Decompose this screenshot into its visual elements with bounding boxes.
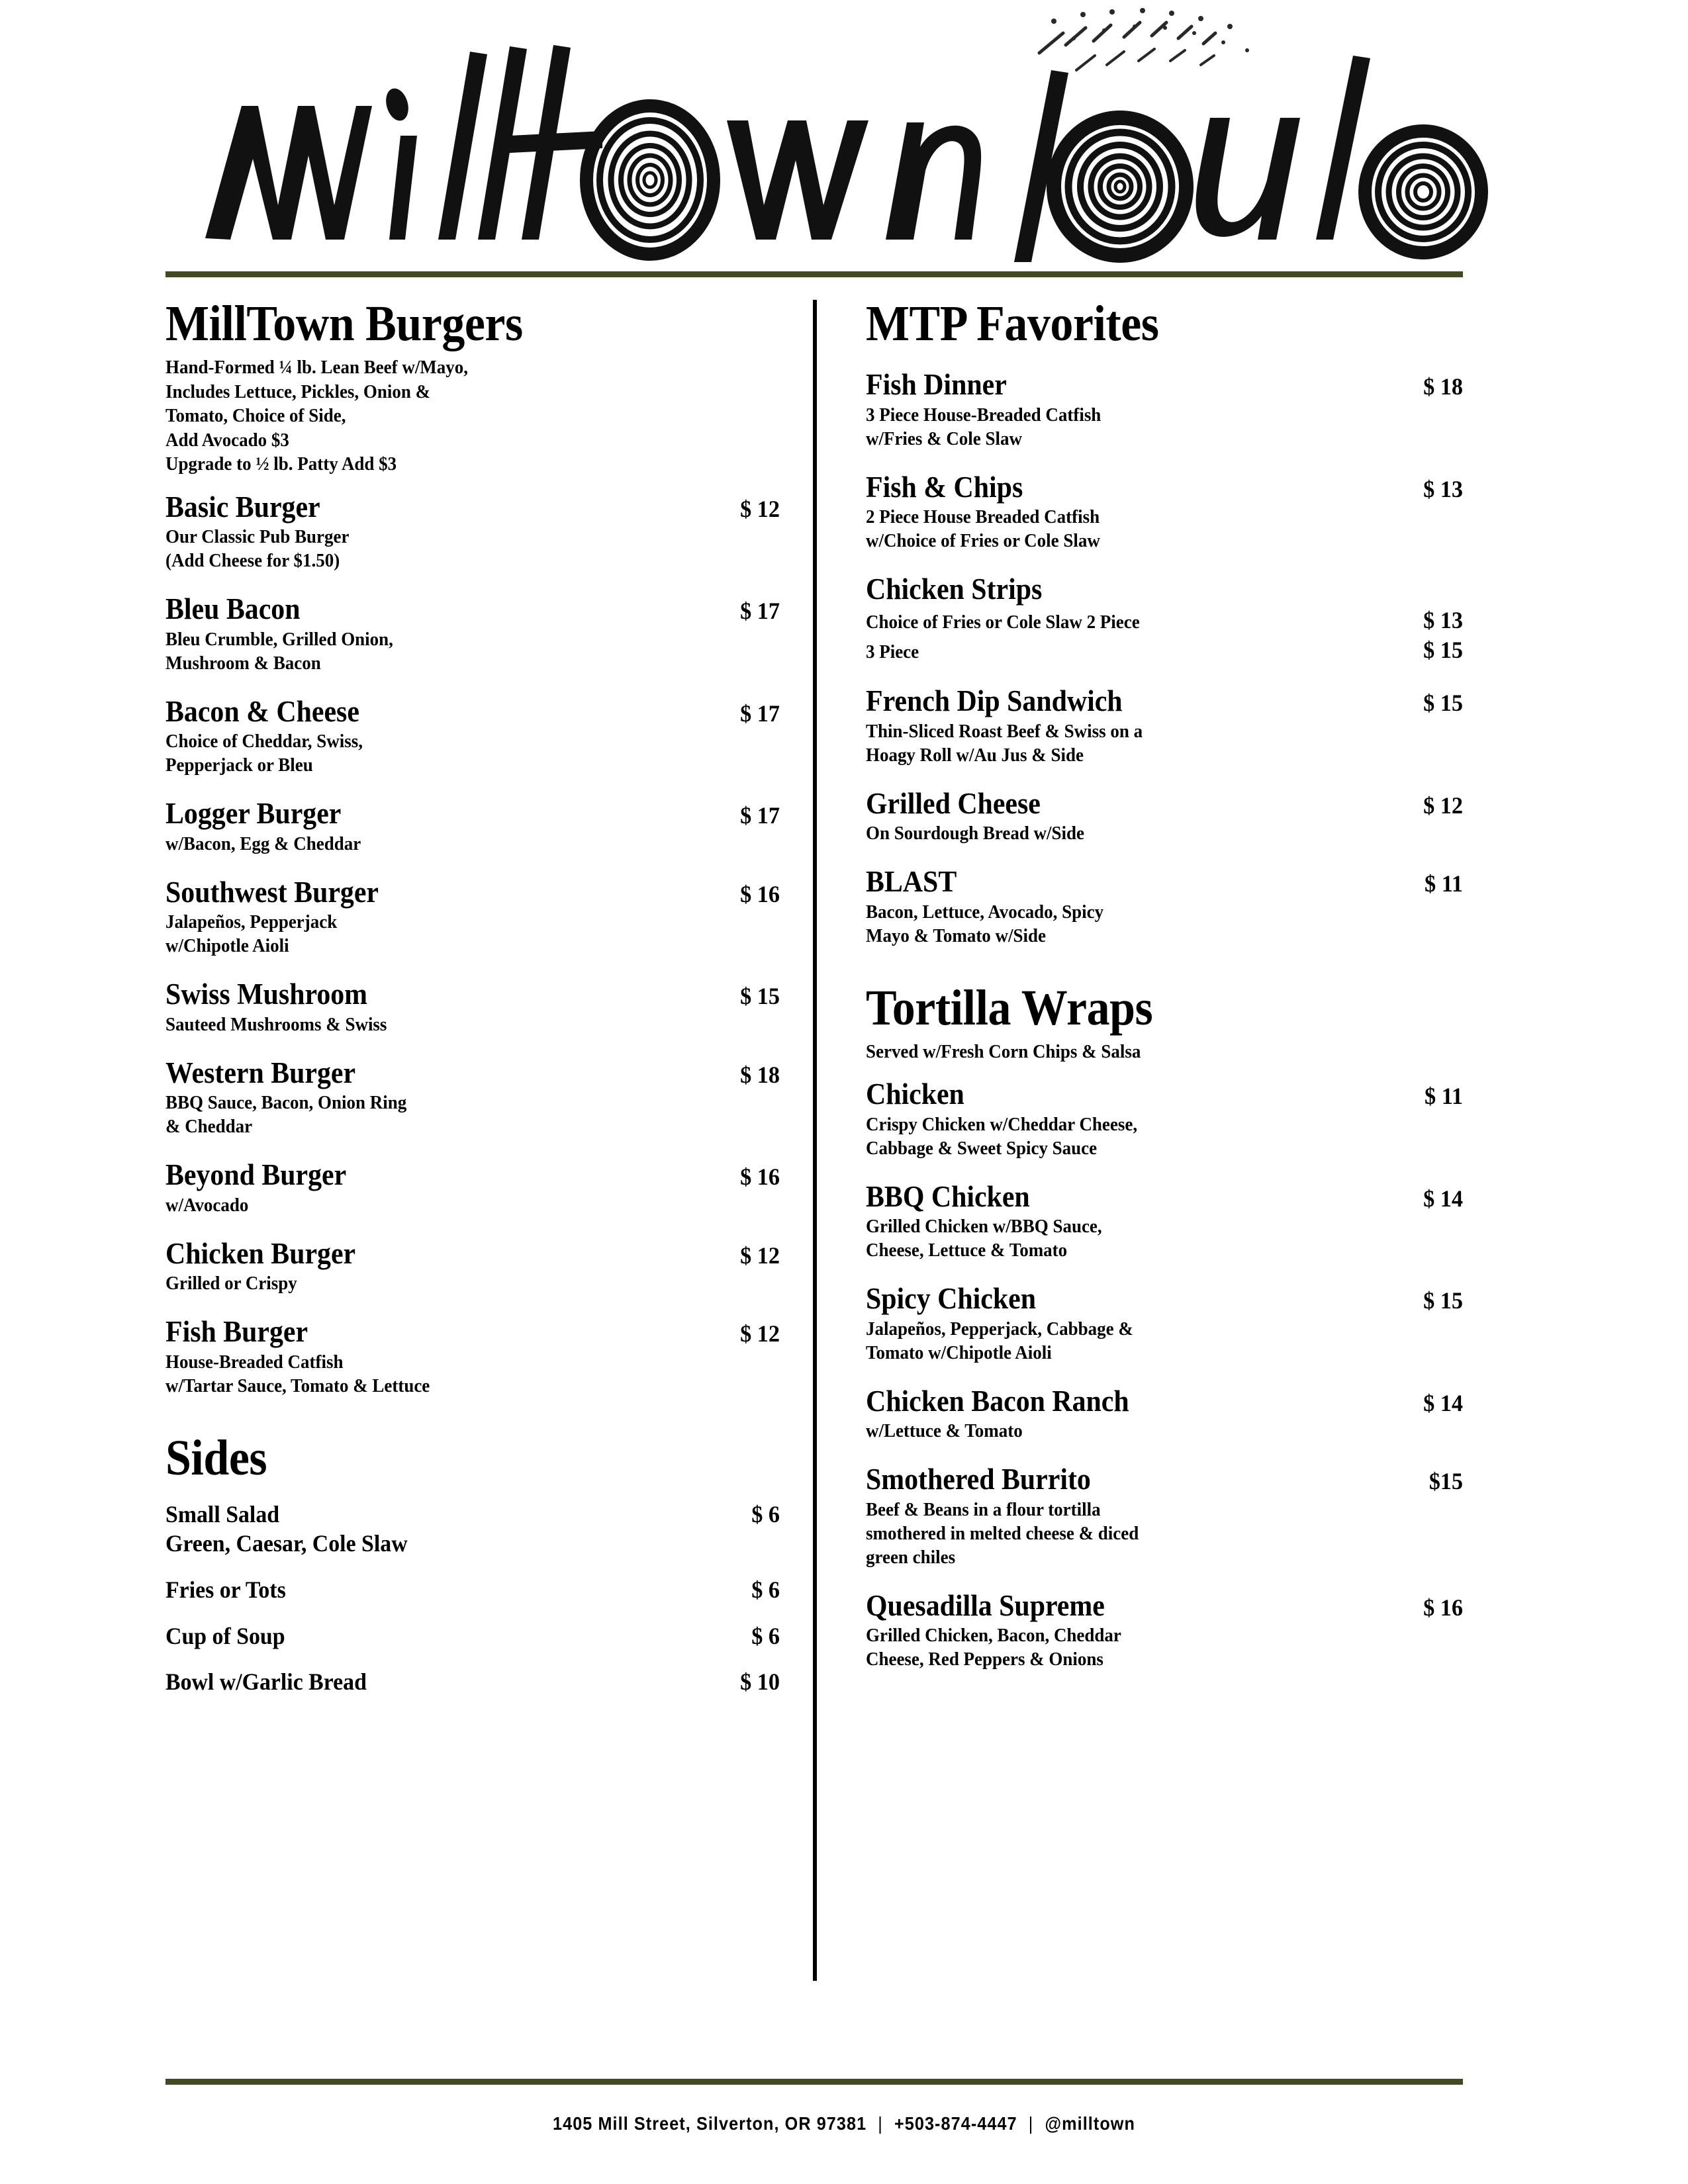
side-subtext: Green, Caesar, Cole Slaw (165, 1529, 408, 1557)
menu-item[interactable] (866, 1590, 1463, 1672)
milltownpub-logo (179, 7, 1503, 265)
footer-separator: | (1028, 2113, 1034, 2134)
item-price: $ 14 (1423, 1185, 1463, 1212)
side-name: Bowl w/Garlic Bread (165, 1668, 367, 1696)
item-price: $ 12 (740, 495, 780, 522)
item-description: Our Classic Pub Burger (Add Cheese for $1.50) (165, 526, 350, 572)
section-title-sides: Sides (165, 1430, 267, 1486)
menu-item[interactable] (866, 1283, 1463, 1365)
item-description: 2 Piece House Breaded Catfish w/Choice of Fries or Cole Slaw (866, 506, 1100, 552)
item-name: Chicken Burger (165, 1236, 356, 1270)
right-column (814, 298, 1463, 1697)
item-name: Western Burger (165, 1056, 356, 1089)
item-price: $ 15 (1423, 690, 1463, 717)
item-description: w/Lettuce & Tomato (866, 1420, 1023, 1442)
item-price: $15 (1429, 1468, 1463, 1495)
item-description: Grilled Chicken w/BBQ Sauce, Cheese, Lettuce & Tomato (866, 1216, 1102, 1261)
item-name: Bacon & Cheese (165, 694, 359, 728)
menu-item[interactable] (866, 1078, 1463, 1161)
item-price: $ 13 (1423, 475, 1463, 502)
item-name: Spicy Chicken (866, 1282, 1036, 1316)
column-divider (813, 300, 817, 1981)
footer-address: 1405 Mill Street, Silverton, OR 97381 (553, 2113, 867, 2134)
footer-contact (85, 2113, 1604, 2134)
item-price: $ 12 (740, 1320, 780, 1347)
menu-item[interactable] (165, 978, 780, 1037)
menu-item[interactable] (165, 491, 780, 574)
wraps-section-note: Served w/Fresh Corn Chips & Salsa (866, 1040, 1141, 1062)
item-name: Chicken Strips (866, 572, 1043, 606)
footer-phone[interactable]: +503-874-4447 (894, 2113, 1017, 2134)
menu-item-chicken-strips[interactable] (866, 573, 1463, 665)
item-name: Chicken Bacon Ranch (866, 1384, 1129, 1418)
menu-item[interactable] (866, 1181, 1463, 1263)
item-price: $ 17 (740, 700, 780, 727)
item-price: $ 17 (740, 802, 780, 829)
item-description: Grilled or Crispy (165, 1273, 297, 1295)
item-description: Jalapeños, Pepperjack, Cabbage & Tomato w/Chipotle Aioli (866, 1318, 1133, 1363)
side-price: $ 10 (740, 1668, 780, 1696)
menu-item[interactable] (165, 1057, 780, 1140)
side-name: Fries or Tots (165, 1576, 286, 1603)
burgers-section-note: Hand-Formed ¼ lb. Lean Beef w/Mayo, Includes Lettuce, Pickles, Onion & Tomato, Choice of Side, Add Avocado $3 Upgrade to ½ lb. Patty Add $3 (165, 357, 468, 475)
left-column (165, 298, 814, 1697)
item-name: Chicken (866, 1077, 964, 1111)
item-description: Bacon, Lettuce, Avocado, Spicy Mayo & Tomato w/Side (866, 901, 1104, 946)
item-price: $ 14 (1423, 1389, 1463, 1416)
item-price: $ 11 (1425, 870, 1463, 897)
menu-item[interactable] (165, 593, 780, 676)
item-price: $ 17 (740, 598, 780, 625)
menu-item[interactable] (866, 685, 1463, 768)
chicken-strips-price: $ 15 (1423, 636, 1463, 663)
item-description: 3 Piece House-Breaded Catfish w/Fries & Cole Slaw (866, 404, 1102, 449)
menu-item[interactable] (165, 1159, 780, 1218)
side-name: Cup of Soup (165, 1622, 285, 1649)
menu-item[interactable] (866, 866, 1463, 948)
item-price: $ 16 (1423, 1594, 1463, 1621)
item-price: $ 12 (1423, 792, 1463, 819)
chicken-strips-price: $ 13 (1423, 606, 1463, 633)
item-name: French Dip Sandwich (866, 684, 1123, 718)
item-description: w/Bacon, Egg & Cheddar (165, 833, 361, 854)
side-item[interactable] (165, 1668, 780, 1697)
item-name: Basic Burger (165, 490, 320, 523)
item-name: Smothered Burrito (866, 1463, 1091, 1496)
item-description: Jalapeños, Pepperjack w/Chipotle Aioli (165, 911, 338, 957)
item-name: Bleu Bacon (165, 592, 301, 626)
footer-social-handle[interactable]: @milltown (1045, 2113, 1135, 2134)
item-name: Swiss Mushroom (165, 978, 368, 1011)
item-name: Fish & Chips (866, 470, 1023, 504)
menu-item[interactable] (866, 1385, 1463, 1444)
menu-item[interactable] (165, 1316, 780, 1398)
header-divider-rule (165, 271, 1463, 277)
item-name: Beyond Burger (165, 1158, 347, 1192)
spacer (165, 1398, 780, 1433)
side-name: Small Salad (165, 1500, 280, 1527)
side-item[interactable] (165, 1622, 780, 1651)
side-item[interactable] (165, 1500, 780, 1559)
menu-item[interactable] (866, 1463, 1463, 1569)
item-description: Choice of Cheddar, Swiss, Pepperjack or Bleu (165, 731, 363, 776)
item-price: $ 15 (1423, 1287, 1463, 1314)
menu-columns (165, 298, 1463, 1697)
side-item[interactable] (165, 1576, 780, 1605)
menu-item[interactable] (866, 788, 1463, 846)
chicken-strips-label: Choice of Fries or Cole Slaw 2 Piece (866, 611, 1140, 633)
item-name: Logger Burger (165, 797, 342, 831)
item-price: $ 11 (1425, 1083, 1463, 1110)
menu-item[interactable] (165, 876, 780, 959)
section-title-tortilla-wraps: Tortilla Wraps (866, 979, 1153, 1036)
item-price: $ 18 (740, 1061, 780, 1088)
item-name: Grilled Cheese (866, 786, 1041, 820)
section-title-mtp-favorites: MTP Favorites (866, 296, 1159, 351)
item-description: Crispy Chicken w/Cheddar Cheese, Cabbage & Sweet Spicy Sauce (866, 1113, 1138, 1159)
item-description: On Sourdough Bread w/Side (866, 823, 1084, 844)
item-description: Bleu Crumble, Grilled Onion, Mushroom & Bacon (165, 628, 393, 674)
item-price: $ 15 (740, 983, 780, 1010)
menu-item[interactable] (165, 696, 780, 778)
item-name: BBQ Chicken (866, 1179, 1030, 1213)
footer-separator: | (878, 2113, 883, 2134)
item-price: $ 12 (740, 1242, 780, 1269)
item-description: Grilled Chicken, Bacon, Cheddar Cheese, Red Peppers & Onions (866, 1625, 1121, 1670)
chicken-strips-label: 3 Piece (866, 641, 919, 662)
menu-item[interactable] (165, 1238, 780, 1297)
item-price: $ 18 (1423, 373, 1463, 400)
item-name: Southwest Burger (165, 875, 379, 909)
side-price: $ 6 (751, 1500, 780, 1527)
footer-divider-rule (165, 2079, 1463, 2085)
logo-band (165, 0, 1523, 265)
item-name: Quesadilla Supreme (866, 1588, 1105, 1622)
item-price: $ 16 (740, 1163, 780, 1191)
spacer (866, 948, 1463, 983)
item-description: Beef & Beans in a flour tortilla smothered in melted cheese & diced green chiles (866, 1499, 1139, 1568)
item-price: $ 16 (740, 880, 780, 907)
item-description: BBQ Sauce, Bacon, Onion Ring & Cheddar (165, 1092, 407, 1138)
menu-item[interactable] (165, 797, 780, 856)
section-title-milltown-burgers: MillTown Burgers (165, 296, 523, 351)
item-name: BLAST (866, 865, 957, 899)
item-description: Sauteed Mushrooms & Swiss (165, 1013, 387, 1035)
item-description: Thin-Sliced Roast Beef & Swiss on a Hoagy Roll w/Au Jus & Side (866, 720, 1143, 766)
menu-item[interactable] (866, 369, 1463, 451)
side-price: $ 6 (751, 1576, 780, 1603)
chicken-strips-price-line (866, 606, 1463, 635)
item-description: w/Avocado (165, 1194, 249, 1216)
menu-item[interactable] (866, 471, 1463, 554)
item-name: Fish Dinner (866, 368, 1007, 401)
item-description: House-Breaded Catfish w/Tartar Sauce, Tomato & Lettuce (165, 1351, 430, 1396)
side-price: $ 6 (751, 1622, 780, 1649)
item-name: Fish Burger (165, 1315, 308, 1349)
chicken-strips-price-line (866, 635, 1463, 665)
